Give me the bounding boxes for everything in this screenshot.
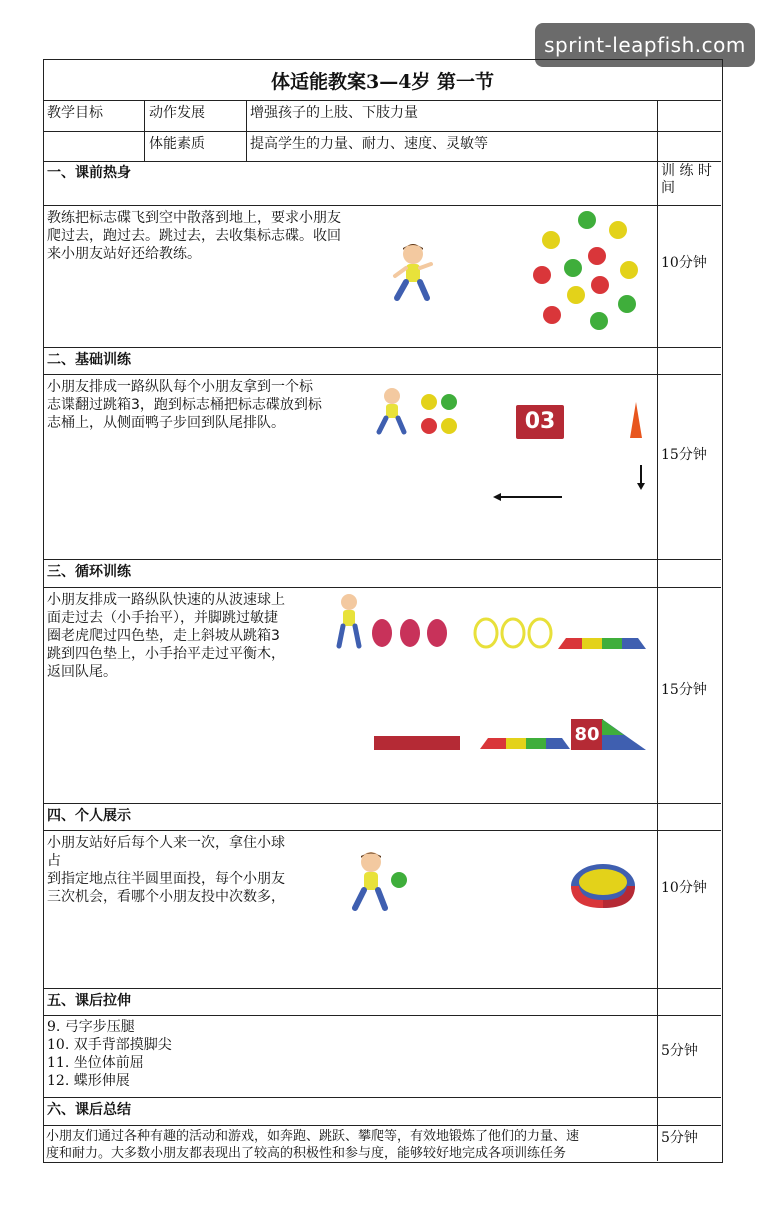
section-description: 小朋友排成一路纵队每个小朋友拿到一个标 志谍翻过跳箱3，跑到标志桶把标志碟放到标 志桶上，从侧面鸭子步回到队尾排队。 bbox=[47, 379, 322, 431]
watermark: sprint-leapfish.com bbox=[535, 23, 755, 67]
cone-icon bbox=[628, 400, 644, 442]
section-time: 5分钟 bbox=[661, 1043, 698, 1059]
bosu-balls-illustration bbox=[370, 616, 450, 650]
running-child-illustration bbox=[389, 240, 439, 310]
balance-beam-illustration bbox=[374, 736, 460, 750]
section-description: 小朋友站好后每个人来一次，拿住小球 占 到指定地点往半圆里面投，每个小朋友 三次机会，看哪个小朋友投中次数多， bbox=[47, 835, 285, 905]
semicircle-target-illustration bbox=[569, 860, 639, 916]
section-time: 5分钟 bbox=[661, 1130, 698, 1146]
section-time: 10分钟 bbox=[661, 880, 707, 896]
running-child-illustration bbox=[374, 386, 410, 438]
list-item: 11. 坐位体前屈 bbox=[47, 1055, 144, 1071]
time-header: 训 练 时 间 bbox=[661, 163, 712, 196]
agility-rings-illustration bbox=[472, 616, 558, 650]
arrow-left-icon bbox=[492, 491, 564, 503]
objective-category: 体能素质 bbox=[149, 136, 205, 152]
stretch-list bbox=[47, 1018, 347, 1090]
objective-category: 动作发展 bbox=[149, 105, 205, 121]
four-color-mat-illustration bbox=[480, 736, 572, 752]
objectives-label: 教学目标 bbox=[47, 105, 103, 121]
section-description: 教练把标志碟飞到空中散落到地上，要求小朋友 爬过去，跑过去。跳过去，去收集标志碟。收回 来小朋友站好还给教练。 bbox=[47, 210, 341, 262]
section-heading: 五、课后拉伸 bbox=[47, 993, 131, 1009]
list-item: 10. 双手背部摸脚尖 bbox=[47, 1037, 172, 1053]
section-time: 10分钟 bbox=[661, 255, 707, 271]
list-item: 12. 蝶形伸展 bbox=[47, 1073, 130, 1089]
section-heading: 一、课前热身 bbox=[47, 165, 131, 181]
jump-box-illustration: 03 bbox=[516, 405, 564, 439]
section-description: 小朋友排成一路纵队快速的从波速球上 面走过去（小手抬平），并脚跳过敏捷 圈老虎爬过四色垫，走上斜坡从跳箱3 跳到四色垫上，小手抬平走过平衡木， 返回队尾。 bbox=[47, 592, 285, 680]
jump-box-illustration: 80 bbox=[571, 719, 603, 750]
section-heading: 三、循环训练 bbox=[47, 564, 131, 580]
arrow-down-icon bbox=[636, 463, 646, 491]
throwing-child-illustration bbox=[349, 850, 413, 914]
slope-ramp-illustration bbox=[602, 719, 648, 751]
four-color-mat-illustration bbox=[558, 635, 648, 653]
section-heading: 二、基础训练 bbox=[47, 352, 131, 368]
section-time: 15分钟 bbox=[661, 447, 707, 463]
section-heading: 六、课后总结 bbox=[47, 1102, 131, 1118]
page-title: 体适能教案3—4岁 第一节 bbox=[270, 70, 495, 93]
child-balancing-illustration bbox=[332, 592, 366, 654]
summary-text: 小朋友们通过各种有趣的活动和游戏，如奔跑、跳跃、攀爬等，有效地锻炼了他们的力量、速 度和耐力。大多数小朋友都表现出了较高的积极性和参与度，能够较好地完成各项训练任务 bbox=[46, 1129, 580, 1161]
section-time: 15分钟 bbox=[661, 682, 707, 698]
lesson-plan-table bbox=[43, 59, 723, 1163]
disc-group-illustration bbox=[419, 390, 463, 438]
scattered-discs-illustration bbox=[529, 208, 654, 333]
objective-content: 提高学生的力量、耐力、速度、灵敏等 bbox=[250, 136, 488, 152]
objective-content: 增强孩子的上肢、下肢力量 bbox=[250, 105, 418, 121]
list-item: 9. 弓字步压腿 bbox=[47, 1019, 135, 1035]
section-heading: 四、个人展示 bbox=[47, 808, 131, 824]
